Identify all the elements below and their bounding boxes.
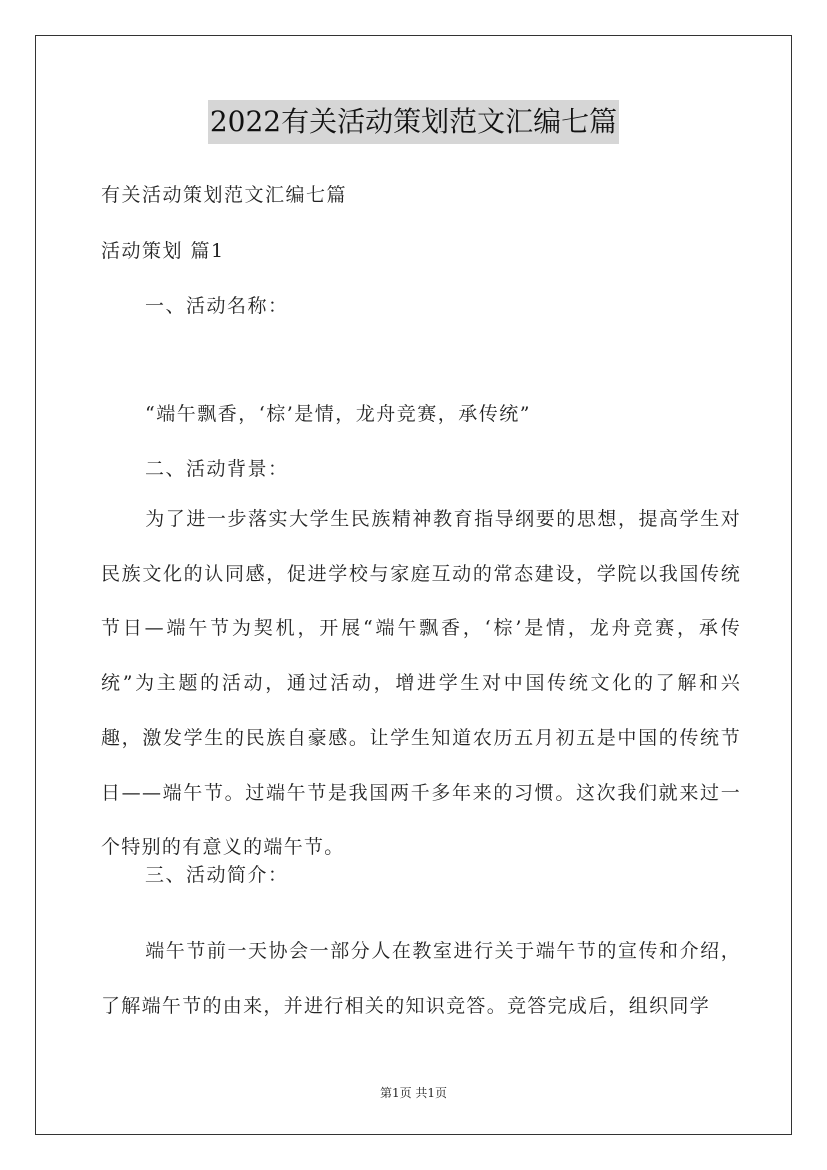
heading-activity-background: 二、活动背景： <box>145 458 289 480</box>
document-title: 2022有关活动策划范文汇编七篇 <box>208 100 619 144</box>
background-text: 为了进一步落实大学生民族精神教育指导纲要的思想，提高学生对民族文化的认同感，促进学校与家庭互动的常态建设，学院以我国传统节日—端午节为契机，开展“端午飘香，‘棕’是情，龙舟竞赛，承传统”为主题的活动，通过活动，增进学生对中国传统文化的了解和兴趣，激发学生的民族自豪感。让学生知道农历五月初五是中国的传统节日——端午节。过端午节是我国两千多年来的习惯。这次我们就来过一个特别的有意义的端午节。 <box>101 508 741 859</box>
page-footer: 第1页 共1页 <box>379 1086 448 1100</box>
heading-activity-name: 一、活动名称： <box>145 295 289 317</box>
intro-text: 端午节前一天协会一部分人在教室进行关于端午节的宣传和介绍，了解端午节的由来，并进行相关的知识竞答。竞答完成后，组织同学 <box>101 940 741 1017</box>
document-subtitle: 有关活动策划范文汇编七篇 <box>101 184 348 206</box>
intro-paragraph <box>101 924 741 1033</box>
background-paragraph <box>101 492 741 875</box>
heading-activity-intro: 三、活动简介： <box>145 864 289 886</box>
section-heading: 活动策划 篇1 <box>101 240 225 262</box>
activity-slogan: “端午飘香，‘棕’是情，龙舟竞赛，承传统” <box>145 403 532 425</box>
